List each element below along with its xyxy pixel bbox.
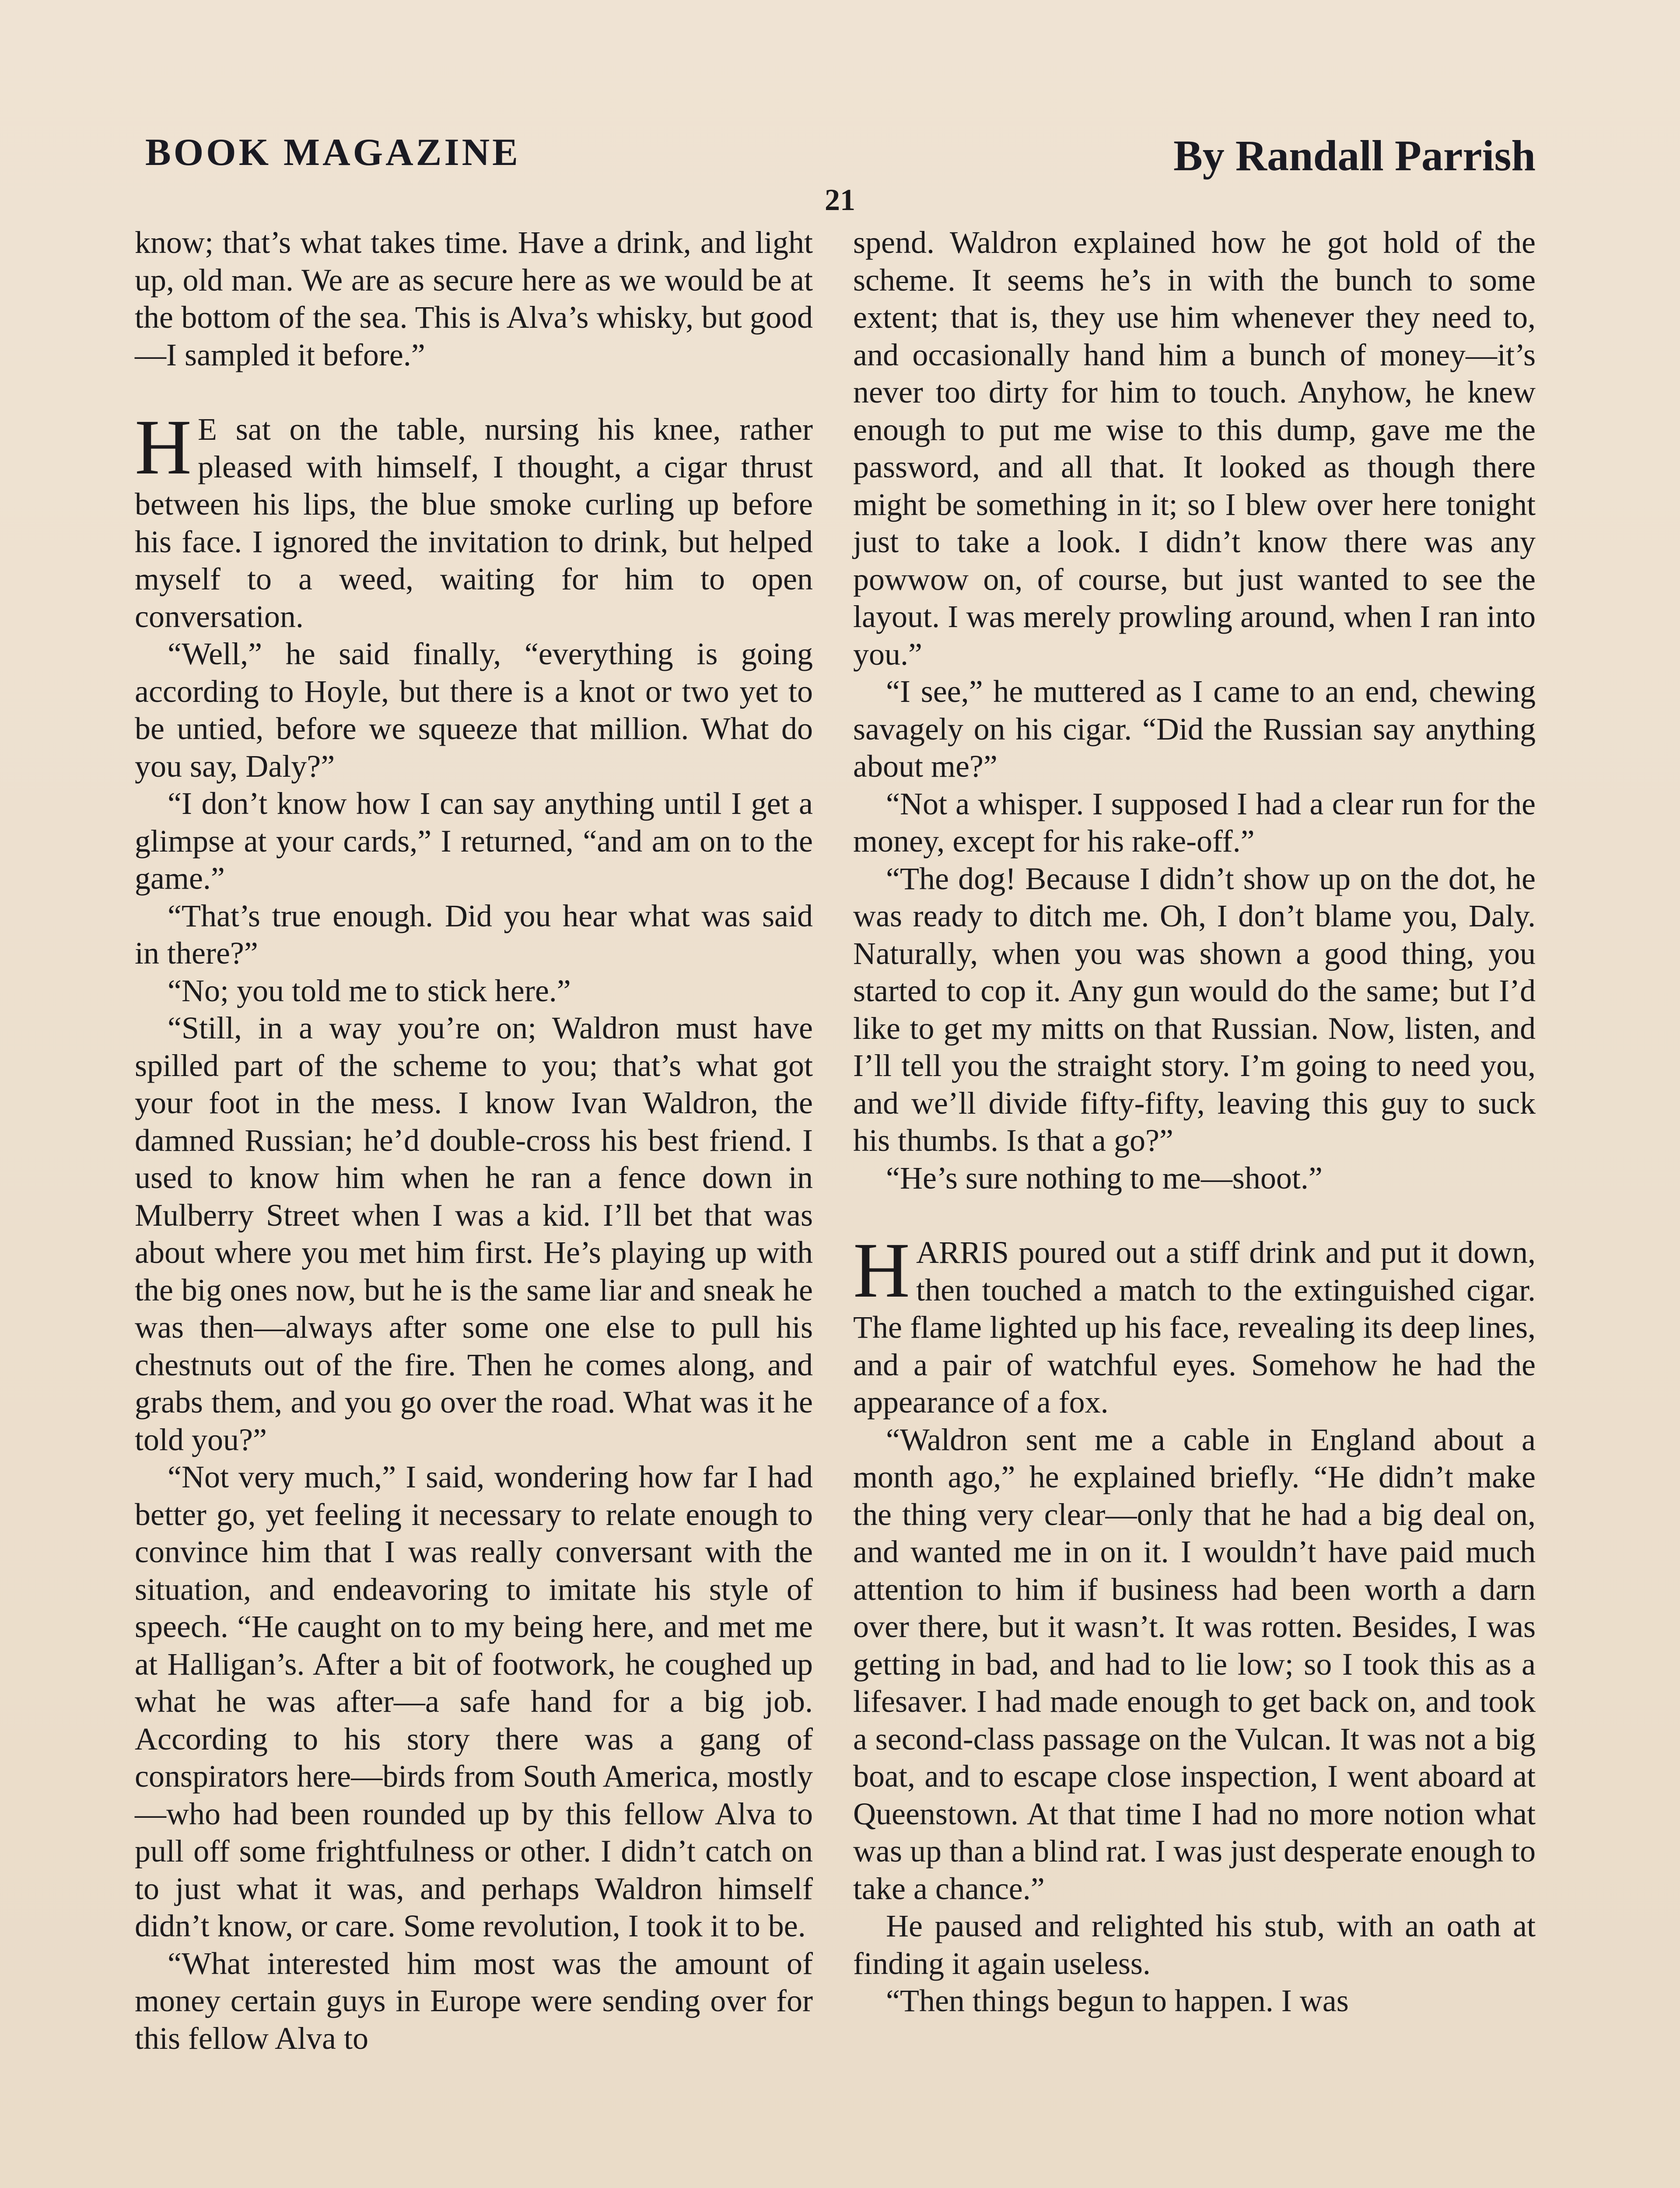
author-byline: By Randall Parrish	[1173, 131, 1536, 180]
dropcap-paragraph	[853, 1227, 1536, 1421]
paragraph: “Then things begun to happen. I was	[886, 1983, 1349, 2018]
paragraph: “Well,” he said finally, “everything is going according to Hoyle, but there is a knot or two yet to be untied, before we squeeze that million. What do you say, Daly?”	[135, 636, 813, 784]
paragraph: “Still, in a way you’re on; Waldron must have spilled part of the scheme to you; that’s what got your foot in the mess. I know Ivan Waldron, the damned Russian; he’d double-cross his best friend. I used to know him when he ran a fence down in Mulberry Street when I was a kid. I’ll bet that was about where you met him first. He’s playing up with the big ones now, but he is the same liar and sneak he was then—always after some one else to pull his chestnuts out of the fire. Then he comes along, and grabs them, and you go over the road. What was it he told you?”	[135, 1010, 813, 1457]
paragraph-text: E sat on the table, nursing his knee, rather pleased with himself, I thought, a cigar thrust between his lips, the blue smoke curling up before his face. I ignored the invitation to drink, but helped myself to a weed, waiting for him to open conversation.	[135, 412, 813, 634]
paragraph: “The dog! Because I didn’t show up on the dot, he was ready to ditch me. Oh, I don’t blame you, Daly. Naturally, when you was shown a good thing, you started to cop it. Any gun would do the same; but I’d like to get my mitts on that Russian. Now, listen, and I’ll tell you the straight story. I’m going to need you, and we’ll divide fifty-fifty, leaving this guy to suck his thumbs. Is that a go?”	[853, 861, 1536, 1158]
paragraph: “Waldron sent me a cable in England about a month ago,” he explained briefly. “He didn’t make the thing very clear—only that he had a big deal on, and wanted me in on it. I wouldn’t have paid much attention to him if business had been worth a darn over there, but it wasn’t. It was rotten. Besides, I was getting in bad, and had to lie low; so I took this as a lifesaver. I had made enough to get back on, and took a second-class passage on the Vulcan. It was not a big boat, and to escape close inspection, I went aboard at Queenstown. At that time I had no more notion what was up than a blind rat. I was just desperate enough to take a chance.”	[853, 1422, 1536, 1906]
right-column	[853, 224, 1536, 2020]
paragraph: spend. Waldron explained how he got hold of the scheme. It seems he’s in with the bunch to some extent; that is, they use him whenever they need to, and occasionally hand him a bunch of money—it’s never too dirty for him to touch. Anyhow, he knew enough to put me wise to this dump, gave me the password, and all that. It looked as though there might be something in it; so I blew over here tonight just to take a look. I didn’t know there was any powwow on, of course, but just wanted to see the layout. I was merely prowling around, when I ran into you.”	[853, 225, 1536, 672]
drop-cap: H	[853, 1227, 910, 1314]
paragraph: “I don’t know how I can say anything until I get a glimpse at your cards,” I returned, “and am on to the game.”	[135, 786, 813, 896]
paragraph: know; that’s what takes time. Have a drink, and light up, old man. We are as secure here as we would be at the bottom of the sea. This is Alva’s whisky, but good—I sampled it before.”	[135, 225, 813, 372]
dropcap-paragraph	[135, 403, 813, 635]
paragraph: “Not very much,” I said, wondering how far I had better go, yet feeling it necessary to relate enough to convince him that I was really conversant with the situation, and endeavoring to imitate his style of speech. “He caught on to my being here, and met me at Halligan’s. After a bit of footwork, he coughed up what he was after—a safe hand for a big job. According to his story there was a gang of conspirators here—birds from South America, mostly—who had been rounded up by this fellow Alva to pull off some frightfulness or other. I didn’t catch on to just what it was, and perhaps Waldron himself didn’t know, or care. Some revolution, I took it to be.	[135, 1459, 813, 1943]
paragraph: “He’s sure nothing to me—shoot.”	[886, 1160, 1323, 1196]
paragraph: “Not a whisper. I supposed I had a clear run for the money, except for his rake-off.”	[853, 786, 1536, 859]
paragraph: “I see,” he muttered as I came to an end, chewing savagely on his cigar. “Did the Russian say anything about me?”	[853, 674, 1536, 784]
paragraph: “No; you told me to stick here.”	[168, 973, 571, 1008]
paragraph: He paused and relighted his stub, with an oath at finding it again useless.	[853, 1908, 1536, 1981]
page-number: 21	[825, 183, 855, 217]
magazine-title: BOOK MAGAZINE	[145, 131, 521, 174]
paragraph: “What interested him most was the amount of money certain guys in Europe were sending over for this fellow Alva to	[135, 1946, 813, 2056]
paragraph: “That’s true enough. Did you hear what was said in there?”	[135, 898, 813, 971]
left-column	[135, 224, 813, 2057]
paragraph-text: ARRIS poured out a stiff drink and put it down, then touched a match to the extinguished cigar. The flame lighted up his face, revealing its deep lines, and a pair of watchful eyes. Somehow he had the appearance of a fox.	[853, 1235, 1536, 1420]
drop-cap: H	[135, 403, 192, 491]
